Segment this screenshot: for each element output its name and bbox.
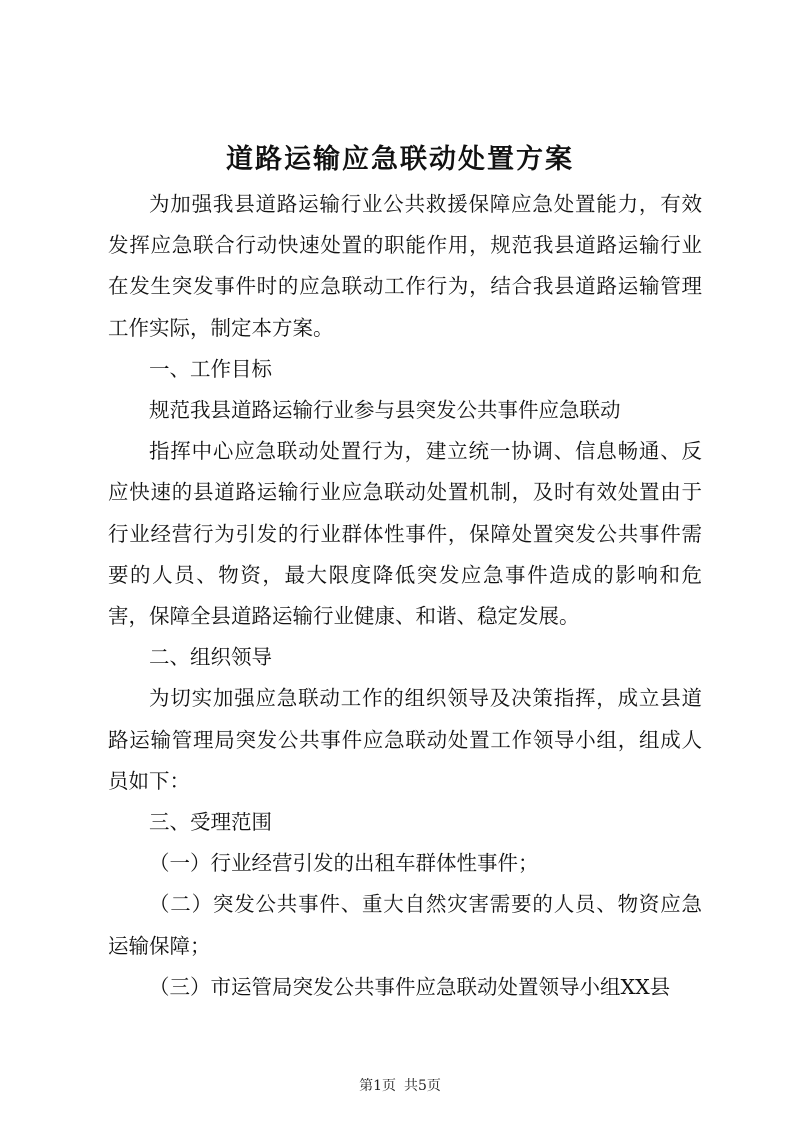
document-title: 道路运输应急联动处置方案 <box>226 144 574 175</box>
paragraph-intro: 为加强我县道路运输行业公共救援保障应急处置能力，有效发挥应急联合行动快速处置的职能作用，规范我县道路运输行业在发生突发事件时的应急联动工作行为，结合我县道路运输管理工作实际，制定本方案。 <box>108 192 702 340</box>
page-total: 共5页 <box>404 1078 441 1094</box>
scope-item-1: （一）行业经营引发的出租车群体性事件； <box>149 851 539 876</box>
page-footer <box>0 1076 800 1096</box>
paragraph-goal-detail: 指挥中心应急联动处置行为，建立统一协调、信息畅通、反应快速的县道路运输行业应急联动处置机制，及时有效处置由于行业经营行为引发的行业群体性事件，保障处置突发公共事件需要的人员、物资，最大限度降低突发应急事件造成的影响和危害，保障全县道路运输行业健康、和谐、稳定发展。 <box>108 439 702 629</box>
paragraph-goal-line: 规范我县道路运输行业参与县突发公共事件应急联动 <box>149 398 621 423</box>
heading-work-goal: 一、工作目标 <box>149 356 272 381</box>
heading-scope: 三、受理范围 <box>149 810 272 835</box>
paragraph-organization: 为切实加强应急联动工作的组织领导及决策指挥，成立县道路运输管理局突发公共事件应急联动处置工作领导小组，组成人员如下： <box>108 686 702 793</box>
scope-item-2: （二）突发公共事件、重大自然灾害需要的人员、物资应急运输保障； <box>108 892 702 958</box>
document-body <box>108 184 702 1008</box>
page-number: 第1页 <box>359 1078 396 1094</box>
scope-item-3: （三）市运管局突发公共事件应急联动处置领导小组XX县 <box>149 974 671 999</box>
heading-organization: 二、组织领导 <box>149 645 272 670</box>
